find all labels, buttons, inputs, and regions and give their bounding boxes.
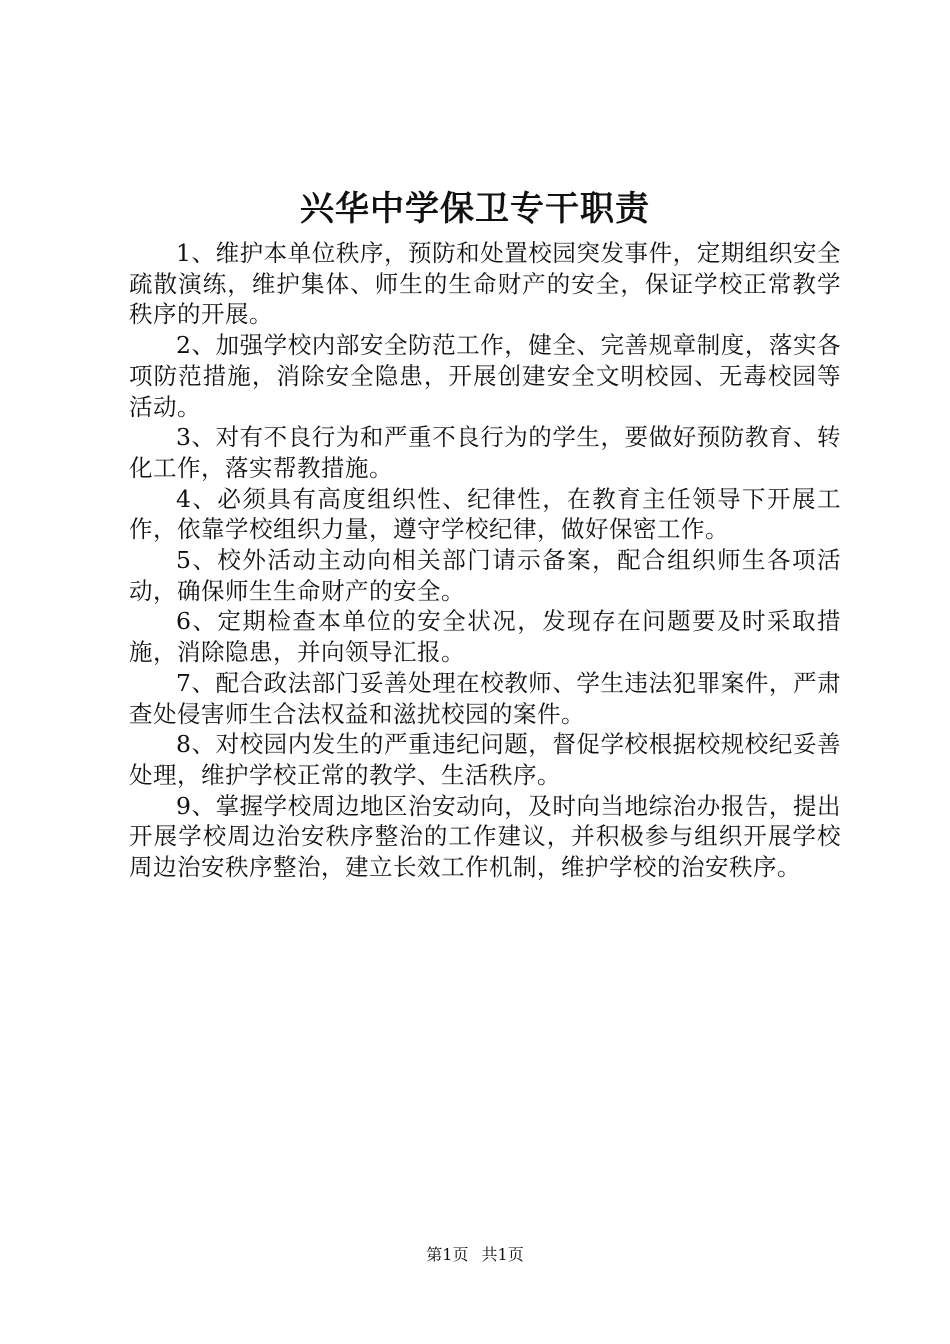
paragraph-9: 9、掌握学校周边地区治安动向，及时向当地综治办报告，提出开展学校周边治安秩序整治的工作建议，并积极参与组织开展学校周边治安秩序整治，建立长效工作机制，维护学校的治安秩序。 bbox=[129, 791, 841, 882]
paragraph-2: 2、加强学校内部安全防范工作，健全、完善规章制度，落实各项防范措施，消除安全隐患，开展创建安全文明校园、无毒校园等活动。 bbox=[129, 331, 841, 421]
page-number-total: 共1页 bbox=[481, 1245, 524, 1264]
document-body bbox=[129, 238, 841, 883]
paragraph-8: 8、对校园内发生的严重违纪问题，督促学校根据校规校纪妥善处理，维护学校正常的教学、生活秩序。 bbox=[129, 730, 841, 789]
paragraph-4: 4、必须具有高度组织性、纪律性，在教育主任领导下开展工作，依靠学校组织力量，遵守学校纪律，做好保密工作。 bbox=[129, 484, 841, 544]
page-number-current: 第1页 bbox=[426, 1245, 469, 1264]
paragraph-1: 1、维护本单位秩序，预防和处置校园突发事件，定期组织安全疏散演练，维护集体、师生的生命财产的安全，保证学校正常教学秩序的开展。 bbox=[129, 239, 841, 329]
paragraph-3: 3、对有不良行为和严重不良行为的学生，要做好预防教育、转化工作，落实帮教措施。 bbox=[129, 423, 841, 482]
page-footer bbox=[0, 1244, 950, 1266]
document-title: 兴华中学保卫专干职责 bbox=[300, 189, 650, 229]
paragraph-7: 7、配合政法部门妥善处理在校教师、学生违法犯罪案件，严肃查处侵害师生合法权益和滋扰校园的案件。 bbox=[129, 668, 841, 728]
paragraph-6: 6、定期检查本单位的安全状况，发现存在问题要及时采取措施，消除隐患，并向领导汇报。 bbox=[129, 607, 841, 667]
paragraph-5: 5、校外活动主动向相关部门请示备案，配合组织师生各项活动，确保师生生命财产的安全。 bbox=[129, 546, 841, 605]
